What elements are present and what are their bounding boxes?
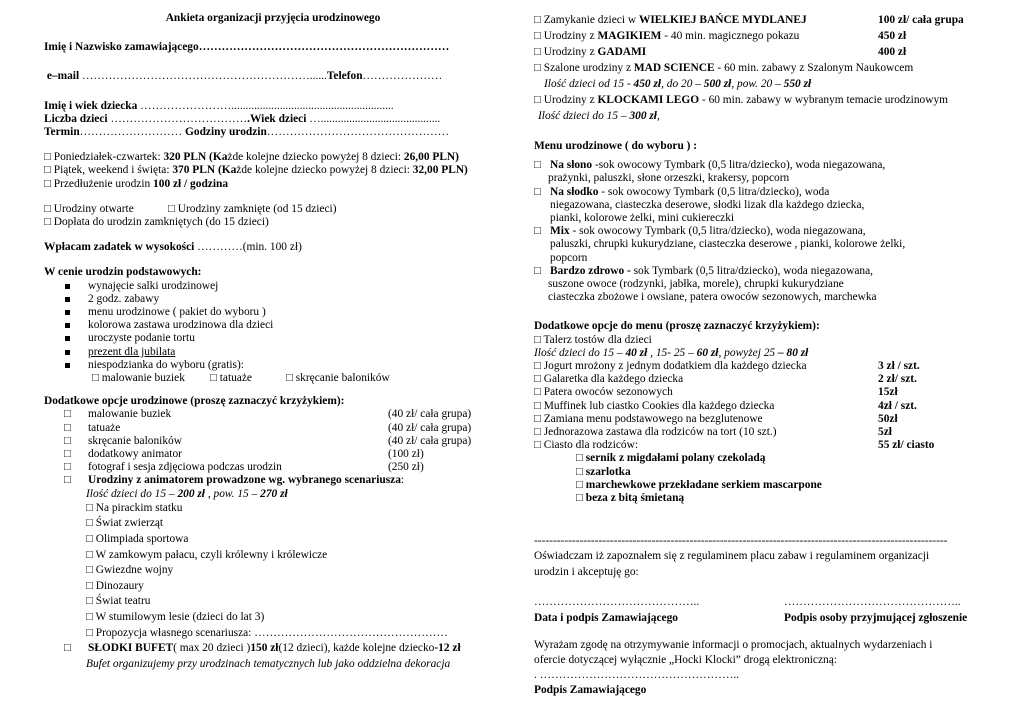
email-dots[interactable]: ……………………………………………………......	[79, 70, 327, 83]
menu-option[interactable]: □ Na słono -sok owocowy Tymbark (0,5 litra/dziecko), woda niegazowana, prażynki, paluszki, słone orzeszki, krakersy, popcorn	[534, 159, 886, 185]
child-dots[interactable]: …………………….........................................................	[137, 99, 394, 112]
child-field[interactable]	[44, 100, 504, 113]
scenario-choice[interactable]: □ Świat zwierząt	[86, 517, 164, 530]
hours-dots[interactable]: …………………………………………	[266, 126, 450, 139]
extra-option[interactable]: □ fotograf i sesja zdjęciowa podczas urodzin (250 zł)	[64, 461, 424, 474]
menu-extra-option[interactable]: □ Patera owoców sezonowych 15zł	[534, 386, 898, 399]
phone-dots[interactable]: …………………	[362, 70, 443, 83]
scenario-choice[interactable]: □ Propozycja własnego scenariusza: ……………………………………………	[86, 626, 448, 639]
signature-field-right[interactable]: ………………………………………..	[784, 596, 961, 609]
consent-text: ofercie dotyczącej wyłącznie „Hocki Klocki” drogą elektroniczną:	[534, 653, 837, 666]
menu-option[interactable]: □ Bardzo zdrowo - sok Tymbark (0,5 litra/dziecko), woda niegazowana, suszone owoce (rodzynki, jabłka, morele), chrupki kukurydziane ciasteczka zbożowe i owsiane, patera owoców sezonowych, marchewka	[534, 264, 877, 304]
buffet-note: Bufet organizujemy przy urodzinach tematycznych lub jako oddzielna dekoracja	[86, 657, 451, 670]
extra-option[interactable]: □ tatuaże (40 zł/ cała grupa)	[64, 421, 472, 434]
consent-text: Wyrażam zgodę na otrzymywanie informacji o promocjach, aktualnych wydarzeniach i	[534, 638, 933, 651]
surprise-option[interactable]: □ malowanie buziek	[92, 372, 185, 385]
toast-option[interactable]: □ Talerz tostów dla dzieci	[534, 333, 652, 346]
base-heading: W cenie urodzin podstawowych:	[44, 266, 202, 279]
open-option[interactable]: □ Urodziny otwarte	[44, 202, 134, 215]
toast-prices: Ilość dzieci do 15 – 40 zł , 15- 25 – 60 zł, powyżej 25 – 80 zł	[534, 346, 809, 359]
extra-heading: Dodatkowe opcje urodzinowe (proszę zaznaczyć krzyżykiem):	[44, 395, 345, 408]
statement-text: urodzin i akceptuję go:	[534, 566, 639, 579]
phone-label: Telefon	[326, 70, 363, 83]
cake-option[interactable]: □ beza z bitą śmietaną	[576, 492, 685, 505]
list-item: niespodzianka do wyboru (gratis):	[44, 359, 504, 372]
menu-extra-option[interactable]: □ Ciasto dla rodziców: 55 zł/ ciasto	[534, 439, 935, 452]
term-dots[interactable]: ………………………	[79, 126, 183, 139]
cake-option[interactable]: □ marchewkowe przekładane serkiem mascarpone	[576, 478, 822, 491]
cake-option[interactable]: □ sernik z migdałami polany czekoladą	[576, 452, 766, 465]
email-phone-field[interactable]	[44, 70, 504, 83]
menu-extra-option[interactable]: □ Zamiana menu podstawowego na bezglutenowe 50zł	[534, 412, 898, 425]
surcharge-option[interactable]: □ Dopłata do urodzin zamkniętych (do 15 dzieci)	[44, 216, 269, 229]
lego-option[interactable]: □ Urodziny z KLOCKAMI LEGO - 60 min. zabawy w wybranym temacie urodzinowym	[534, 94, 949, 106]
show-option[interactable]: □ Zamykanie dzieci w WIELKIEJ BAŃCE MYDLANEJ 100 zł/ cała grupa	[534, 14, 964, 26]
show-option[interactable]: □ Urodziny z MAGIKIEM - 40 min. magicznego pokazu 450 zł	[534, 30, 907, 42]
child-label: Imię i wiek dziecka	[44, 99, 138, 112]
menu-option[interactable]: □ Na słodko - sok owocowy Tymbark (0,5 litra/dziecko), woda niegazowana, ciasteczka deserowe, słodki lizak dla każdego dziecka, pianki, kolorowe żelki, mini cukiereczki	[534, 185, 865, 225]
scenario-choice[interactable]: □ Świat teatru	[86, 595, 151, 608]
surprise-option[interactable]: □ skręcanie baloników	[286, 372, 390, 385]
show-option[interactable]: □ Urodziny z GADAMI 400 zł	[534, 46, 907, 58]
name-field[interactable]: Imię i Nazwisko zamawiającego…………………………………………………………	[44, 41, 450, 54]
term-label: Termin	[44, 126, 80, 139]
signature-lines	[534, 596, 994, 609]
show-option[interactable]: □ Szalone urodziny z MAD SCIENCE - 60 min. zabawy z Szalonym Naukowcem	[534, 62, 914, 74]
statement-text: Oświadczam iż zapoznałem się z regulaminem placu zabaw i regulaminem organizacji	[534, 550, 930, 563]
menu-option[interactable]: □ Mix - sok owocowy Tymbark (0,5 litra/dziecko), woda niegazowana, paluszki, chrupki kukurydziane, ciasteczka deserowe , pianki, kolorowe żelki, popcorn	[534, 225, 906, 264]
party-type-row	[44, 203, 504, 216]
scenario-option[interactable]: □ Urodziny z animatorem prowadzone wg. wybranego scenariusza :	[64, 474, 405, 487]
list-item: 2 godz. zabawy	[44, 293, 504, 306]
list-item: uroczyste podanie tortu	[44, 332, 504, 345]
consent-signature-field[interactable]: . ……………………………………………..	[534, 668, 740, 681]
scenario-choice[interactable]: □ W zamkowym pałacu, czyli królewny i królewicze	[86, 548, 328, 561]
signature-field-left[interactable]: ……………………………………..	[534, 596, 700, 609]
left-column	[44, 12, 504, 672]
lego-prices: Ilość dzieci do 15 – 300 zł,	[538, 110, 660, 122]
cake-option[interactable]: □ szarlotka	[576, 465, 631, 478]
surprise-options	[44, 372, 504, 385]
menu-extra-option[interactable]: □ Jogurt mrożony z jednym dodatkiem dla każdego dziecka 3 zł / szt.	[534, 360, 920, 373]
scenario-choice[interactable]: □ Na pirackim statku	[86, 501, 183, 514]
count-dots[interactable]: ………………………………	[107, 112, 248, 125]
hours-label: Godziny urodzin	[185, 126, 267, 139]
closed-option[interactable]: □ Urodziny zamknięte (od 15 dzieci)	[168, 202, 337, 215]
scenario-prices: Ilość dzieci do 15 – 200 zł , pow. 15 – 270 zł	[86, 487, 288, 500]
scenario-choice[interactable]: □ Gwiezdne wojny	[86, 564, 174, 577]
term-hours-field[interactable]	[44, 126, 504, 139]
menu-extra-option[interactable]: □ Jednorazowa zastawa dla rodziców na tort (10 szt.) 5zł	[534, 426, 892, 439]
pricing-weekend[interactable]: □ Piątek, weekend i święta: 370 PLN (Każde kolejne dziecko powyżej 8 dzieci: 32,00 PLN)	[44, 164, 468, 177]
separator: -------------------------------------------------------------------------------------------------------------	[534, 535, 948, 548]
menu-extra-option[interactable]: □ Galaretka dla każdego dziecka 2 zł/ szt.	[534, 373, 917, 386]
extra-option[interactable]: □ skręcanie baloników (40 zł/ cała grupa)	[64, 434, 472, 447]
age-label: .Wiek dzieci	[247, 112, 307, 125]
age-dots[interactable]: …..........................................	[306, 112, 441, 125]
count-label: Liczba dzieci	[44, 112, 108, 125]
buffet-option[interactable]: □ SŁODKI BUFET ( max 20 dzieci ) 150 zł (12 dzieci), każde kolejne dziecko -12 zł	[64, 642, 461, 655]
list-item: menu urodzinowe ( pakiet do wyboru )	[44, 306, 504, 319]
scenario-choice[interactable]: □ Olimpiada sportowa	[86, 533, 189, 546]
consent-signature-label: Podpis Zamawiającego	[534, 683, 647, 696]
scenario-choice[interactable]: □ W stumilowym lesie (dzieci do lat 3)	[86, 611, 265, 624]
page-title: Ankieta organizacji przyjęcia urodzinowego	[165, 12, 381, 24]
science-prices: Ilość dzieci od 15 - 450 zł, do 20 – 500 zł, pow. 20 – 550 zł	[544, 78, 812, 90]
deposit-field[interactable]: Wpłacam zadatek w wysokości …………(min. 100 zł)	[44, 241, 302, 254]
list-item: wynajęcie salki urodzinowej	[44, 280, 504, 293]
list-item: prezent dla jubilata	[44, 346, 504, 359]
menu-heading: Menu urodzinowe ( do wyboru ) :	[534, 140, 698, 152]
menu-extra-option[interactable]: □ Muffinek lub ciastko Cookies dla każdego dziecka 4zł / szt.	[534, 399, 917, 412]
scenario-choice[interactable]: □ Dinozaury	[86, 579, 144, 592]
email-label: e–mail	[46, 70, 80, 83]
menu-extra-heading: Dodatkowe opcje do menu (proszę zaznaczyć krzyżykiem):	[534, 320, 820, 333]
pricing-extension[interactable]: □ Przedłużenie urodzin 100 zł / godzina	[44, 177, 229, 190]
list-item: kolorowa zastawa urodzinowa dla dzieci	[44, 319, 504, 332]
extra-option[interactable]: □ malowanie buziek (40 zł/ cała grupa)	[64, 408, 472, 421]
pricing-weekday[interactable]: □ Poniedziałek-czwartek: 320 PLN (Każde kolejne dziecko powyżej 8 dzieci: 26,00 PLN)	[44, 151, 459, 164]
extra-option[interactable]: □ dodatkowy animator (100 zł)	[64, 448, 424, 461]
right-column	[534, 12, 994, 698]
surprise-option[interactable]: □ tatuaże	[210, 372, 252, 385]
signature-labels: Data i podpis Zamawiającego Podpis osoby przyjmującej zgłoszenie	[534, 611, 968, 624]
count-age-field[interactable]	[44, 113, 504, 126]
